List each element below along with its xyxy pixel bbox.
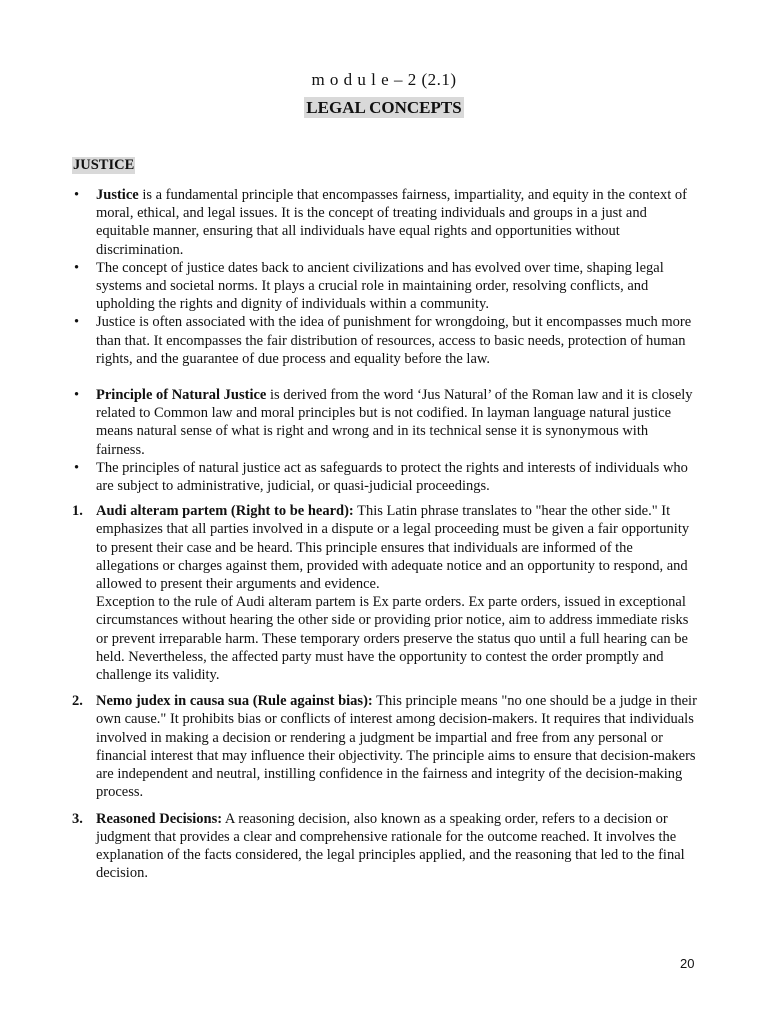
page-title: LEGAL CONCEPTS: [306, 98, 462, 117]
principle-item-audi-alteram-partem: [72, 502, 698, 684]
item-number: 2.: [72, 693, 83, 710]
section-heading: JUSTICE: [73, 157, 135, 173]
principles-list: [72, 502, 698, 882]
item-number: 3.: [72, 810, 83, 827]
list-item: [72, 186, 698, 259]
principle-text: This Latin phrase translates to "hear the other side." It emphasizes that all parties involved in a dispute or a legal proceeding must be given a fair opportunity to present their case and be heard. This principle ensures that individuals are informed of the allegations or charges against them, provided with adequate notice and an opportunity to respond, and allowed to present their arguments and evidence.: [96, 503, 690, 593]
bullet-text: is a fundamental principle that encompasses fairness, impartiality, and equity in the context of moral, ethical, and legal issues. It is the concept of treating individuals and groups in a just and equitable manner, ensuring that all individuals have equal rights and opportunities without discrimination.: [96, 187, 687, 258]
list-item: [72, 313, 698, 368]
page-title-wrapper: [0, 98, 768, 118]
bullet-icon: •: [74, 459, 80, 476]
principle-title: Audi alteram partem (Right to be heard):: [96, 503, 354, 520]
principle-item-reasoned-decisions: [72, 810, 698, 883]
bullet-icon: •: [74, 187, 80, 203]
principle-text: This principle means "no one should be a judge in their own cause." It prohibits bias or conflicts of interest among decision-makers. It requires that individuals involved in making a decision or rendering a judgment be impartial and free from any personal or financial interest that may influence their objectivity. The principle aims to ensure that decision-makers are independent and neutral, instilling confidence in the fairness and integrity of the decision-making process.: [96, 693, 697, 801]
principle-title: Reasoned Decisions:: [96, 810, 223, 827]
list-item: [72, 459, 698, 495]
bullet-bold-term: Justice: [96, 187, 139, 203]
bullet-text: Justice is often associated with the idea of punishment for wrongdoing, but it encompasses much more than that. It encompasses the fair distribution of resources, access to basic needs, protection of human rights, and the guarantee of due process and equality before the law.: [96, 314, 692, 367]
principle-title: Nemo judex in causa sua (Rule against bias):: [96, 693, 373, 710]
justice-bullet-list: [72, 186, 698, 368]
bullet-text: The concept of justice dates back to ancient civilizations and has evolved over time, shaping legal systems and societal norms. It plays a crucial role in maintaining order, resolving conflicts, and upholding the rights and dignity of individuals within a community.: [96, 259, 664, 313]
bullet-text: The principles of natural justice act as safeguards to protect the rights and interests of individuals who are subject to administrative, judicial, or quasi-judicial proceedings.: [96, 459, 688, 495]
module-label: m o d u l e – 2 (2.1): [311, 70, 457, 89]
item-number: 1.: [72, 503, 83, 520]
natural-justice-bullet-list: [72, 386, 698, 495]
principle-item-nemo-judex: [72, 692, 698, 801]
bullet-text: is derived from the word ‘Jus Natural’ of the Roman law and it is closely related to Common law and moral principles but is not codified. In layman language natural justice means natural sense of what is right and wrong and in its technical sense it is synonymous with fairness.: [96, 387, 693, 458]
principle-exception-text: Exception to the rule of Audi alteram partem is Ex parte orders. Ex parte orders, issued in exceptional circumstances without hearing the other side or providing prior notice, aim to address immediate risks or prevent irreparable harm. These temporary orders preserve the status quo until a full hearing can be held. Nevertheless, the affected party must have the opportunity to contest the order promptly and challenge its validity.: [96, 594, 689, 684]
document-body: [72, 186, 698, 890]
page-number: 20: [680, 956, 695, 971]
principle-text: A reasoning decision, also known as a speaking order, refers to a decision or judgment that provides a clear and comprehensive rationale for the outcome reached. It involves the explanation of the facts considered, the legal principles applied, and the reasoning that led to the final decision.: [96, 810, 685, 882]
bullet-bold-term: Principle of Natural Justice: [96, 387, 267, 404]
list-item: [72, 259, 698, 314]
bullet-icon: •: [74, 314, 80, 331]
list-item: [72, 386, 698, 459]
bullet-icon: •: [74, 387, 80, 404]
bullet-icon: •: [74, 259, 80, 276]
